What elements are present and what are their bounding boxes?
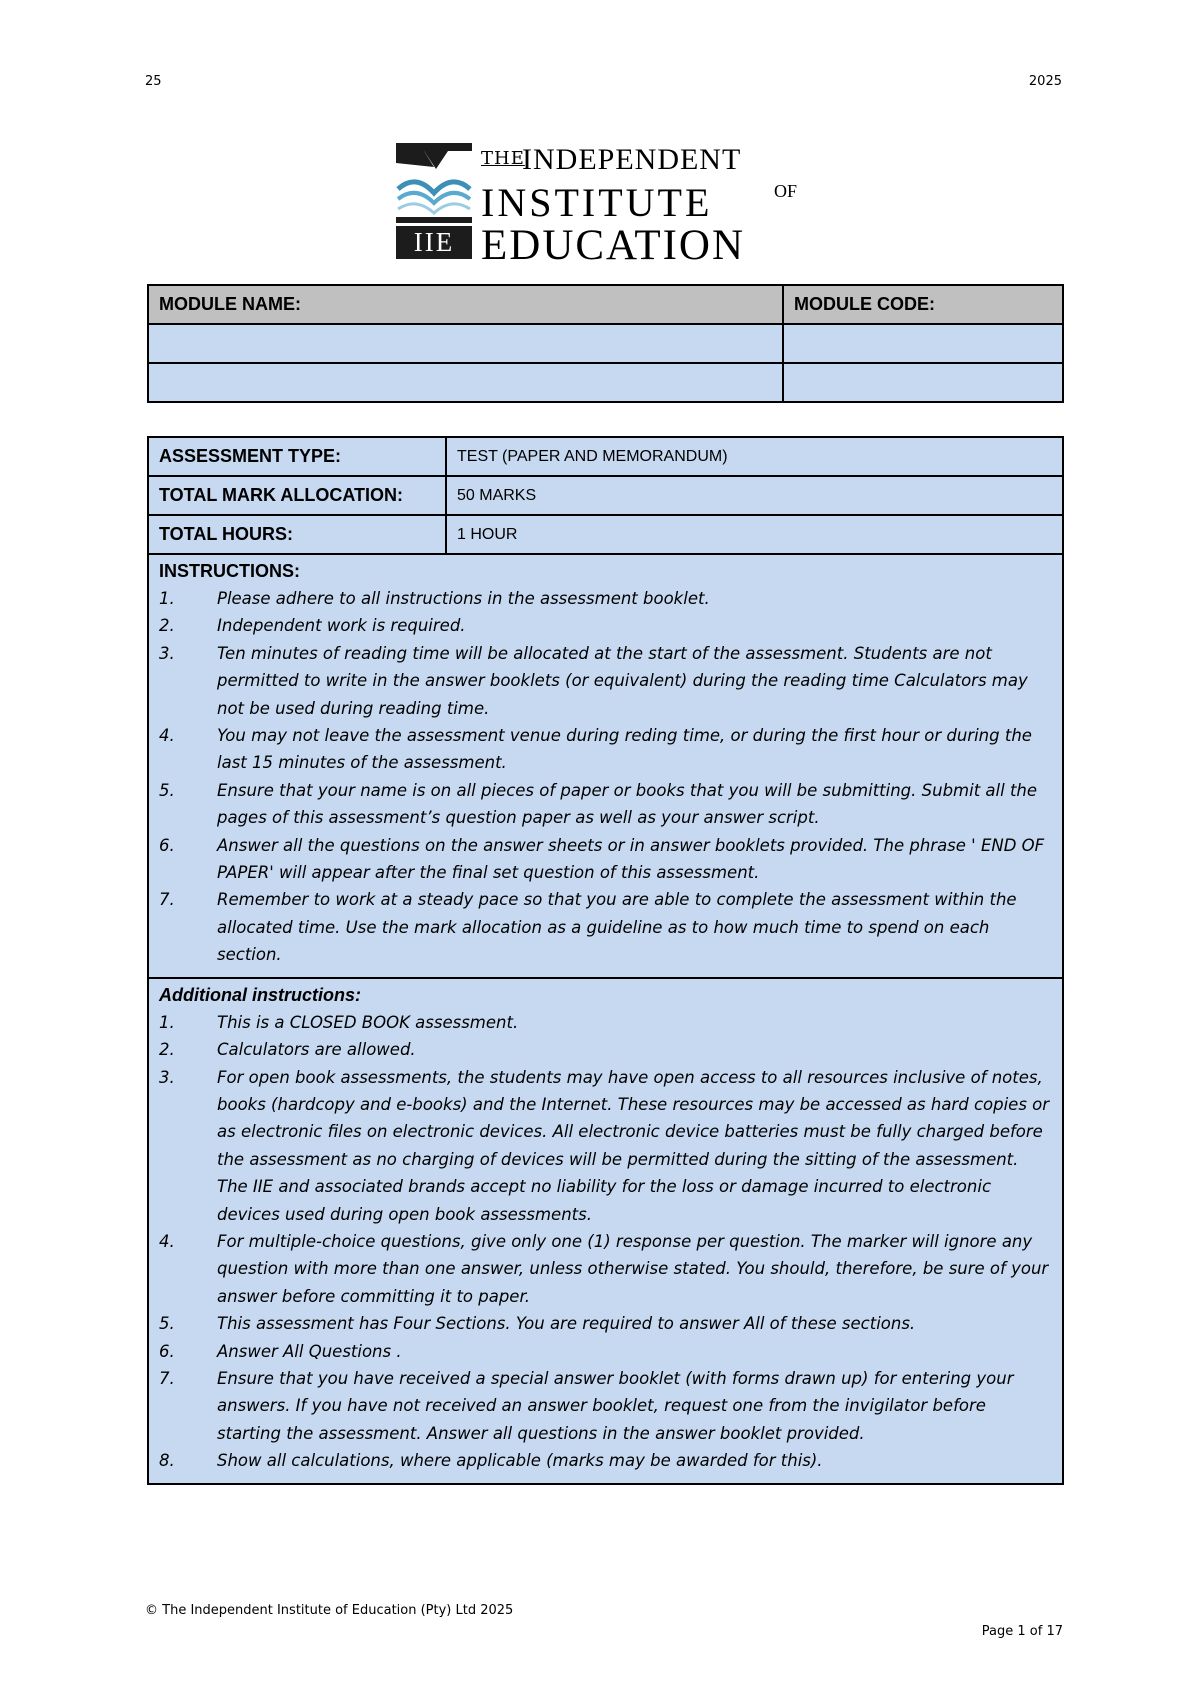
instruction-number: 8. bbox=[159, 1451, 175, 1471]
instruction-number: 2. bbox=[159, 1040, 175, 1060]
instruction-text: For open book assessments, the students may have open access to all resources inclusive of notes, books (hardcopy and e-books) and the Internet. These resources may be accessed as hard copies or as electronic files on electronic devices. All electronic device batteries must be fully charged before the assessment as no charging of devices will be permitted during the sitting of the assessment. The IIE and associated brands accept no liability for the loss or damage incurred to electronic devices used during open book assessments. bbox=[217, 1067, 1050, 1224]
instruction-text: Show all calculations, where applicable (marks may be awarded for this). bbox=[217, 1451, 823, 1471]
module-code-label: MODULE CODE: bbox=[783, 285, 1063, 324]
instructions-cell bbox=[148, 554, 1063, 978]
logo-iie-badge: IIE bbox=[396, 226, 472, 259]
module-name-field-2[interactable] bbox=[148, 363, 783, 402]
logo-independent: INDEPENDENT bbox=[522, 143, 742, 176]
instruction-number: 4. bbox=[159, 1231, 175, 1251]
instruction-text: Ensure that your name is on all pieces of paper or books that you will be submitting. Submit all the pages of this assessment’s question paper as well as your answer script. bbox=[217, 780, 1038, 828]
logo-the: THE bbox=[481, 148, 525, 169]
instruction-text: Ensure that you have received a special answer booklet (with forms drawn up) for entering your answers. If you have not received an answer booklet, request one from the invigilator before starting the assessment. Answer all questions in the answer booklet provided. bbox=[217, 1368, 1014, 1443]
instruction-text: This is a CLOSED BOOK assessment. bbox=[217, 1012, 519, 1032]
instructions-list bbox=[159, 585, 1052, 969]
instruction-text: Calculators are allowed. bbox=[217, 1040, 416, 1060]
additional-instructions-title: Additional instructions: bbox=[159, 984, 361, 1005]
instruction-item bbox=[159, 585, 1052, 612]
logo-of: OF bbox=[774, 181, 798, 201]
assessment-table bbox=[147, 436, 1064, 1485]
instruction-item bbox=[159, 722, 1052, 777]
module-name-field[interactable] bbox=[148, 324, 783, 363]
footer-copyright: © The Independent Institute of Education (Pty) Ltd 2025 bbox=[145, 1603, 514, 1618]
instruction-item bbox=[159, 1310, 1052, 1337]
instruction-item bbox=[159, 886, 1052, 968]
instruction-number: 3. bbox=[159, 643, 175, 663]
total-hours-value: 1 HOUR bbox=[446, 515, 1063, 554]
module-code-field-2[interactable] bbox=[783, 363, 1063, 402]
additional-instructions-cell bbox=[148, 978, 1063, 1484]
total-marks-label: TOTAL MARK ALLOCATION: bbox=[148, 476, 446, 515]
instruction-item bbox=[159, 1228, 1052, 1310]
assessment-type-label: ASSESSMENT TYPE: bbox=[148, 437, 446, 476]
instruction-text: You may not leave the assessment venue during reding time, or during the first hour or during the last 15 minutes of the assessment. bbox=[217, 726, 1032, 773]
instruction-number: 6. bbox=[159, 835, 175, 855]
instruction-number: 1. bbox=[159, 1012, 175, 1032]
logo-education: EDUCATION bbox=[481, 222, 746, 269]
instruction-item bbox=[159, 1009, 1052, 1036]
instruction-item bbox=[159, 1064, 1052, 1228]
additional-instructions-list bbox=[159, 1009, 1052, 1475]
instruction-text: Answer All Questions . bbox=[217, 1341, 402, 1361]
header-year: 2025 bbox=[1028, 74, 1062, 89]
instruction-text: For multiple-choice questions, give only one (1) response per question. The marker will ignore any question with more than one answer, unless otherwise stated. You should, therefore, be sure of your answer before committing it to paper. bbox=[217, 1231, 1049, 1306]
logo-institute: INSTITUTE bbox=[481, 180, 713, 225]
page-number: Page 1 of 17 bbox=[981, 1624, 1063, 1639]
instruction-text: Answer all the questions on the answer sheets or in answer booklets provided. The phrase ' END OF PAPER' will appear after the final set question of this assessment. bbox=[217, 835, 1045, 883]
instruction-number: 6. bbox=[159, 1341, 175, 1361]
instruction-text: Independent work is required. bbox=[217, 616, 466, 636]
instruction-text: Remember to work at a steady pace so that you are able to complete the assessment within the allocated time. Use the mark allocation as a guideline as to how much time to spend on each section. bbox=[217, 890, 1017, 965]
total-hours-label: TOTAL HOURS: bbox=[148, 515, 446, 554]
instruction-number: 5. bbox=[159, 1314, 175, 1334]
instruction-text: Ten minutes of reading time will be allocated at the start of the assessment. Students are not permitted to write in the answer booklets (or equivalent) during the reading time Calculators may not be used during reading time. bbox=[217, 643, 1028, 718]
instruction-number: 4. bbox=[159, 726, 175, 746]
instruction-item bbox=[159, 1365, 1052, 1447]
assessment-type-value: TEST (PAPER AND MEMORANDUM) bbox=[446, 437, 1063, 476]
instruction-number: 7. bbox=[159, 890, 175, 910]
header-left-number: 25 bbox=[145, 74, 162, 89]
instruction-item bbox=[159, 832, 1052, 887]
instructions-title: INSTRUCTIONS: bbox=[159, 561, 300, 581]
module-name-label: MODULE NAME: bbox=[148, 285, 783, 324]
instruction-text: Please adhere to all instructions in the assessment booklet. bbox=[217, 589, 710, 608]
instruction-text: This assessment has Four Sections. You are required to answer All of these sections. bbox=[217, 1314, 916, 1334]
instruction-item bbox=[159, 612, 1052, 639]
module-code-field[interactable] bbox=[783, 324, 1063, 363]
instruction-item bbox=[159, 777, 1052, 832]
module-table bbox=[147, 284, 1064, 403]
instruction-number: 3. bbox=[159, 1067, 175, 1087]
iie-logo bbox=[396, 143, 816, 269]
instruction-number: 7. bbox=[159, 1368, 175, 1388]
instruction-number: 5. bbox=[159, 780, 175, 800]
instruction-number: 1. bbox=[159, 589, 175, 608]
total-marks-value: 50 MARKS bbox=[446, 476, 1063, 515]
instruction-item bbox=[159, 1036, 1052, 1063]
instruction-item bbox=[159, 1447, 1052, 1474]
instruction-number: 2. bbox=[159, 616, 175, 636]
book-emblem-icon bbox=[396, 143, 476, 227]
instruction-item bbox=[159, 1338, 1052, 1365]
instruction-item bbox=[159, 640, 1052, 722]
